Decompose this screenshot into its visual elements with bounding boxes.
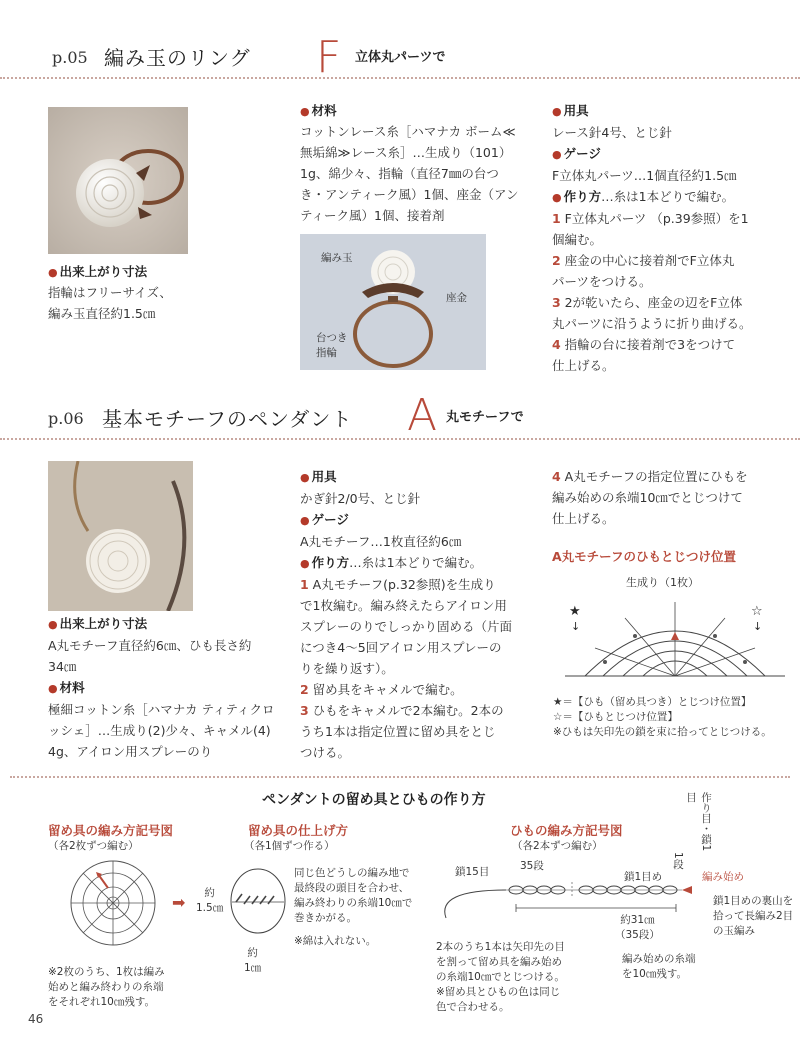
section2-middle-column	[300, 466, 540, 763]
legend-line: ★＝【ひも（留め具つき）とじつけ位置】	[553, 696, 752, 708]
photo-label-ring-1: 台つき	[316, 332, 348, 344]
legend-line: ※ひもは矢印先の鎖を束に拾ってとじつける。	[553, 726, 772, 738]
step-4	[552, 334, 782, 376]
section2-page-ref: p.06	[48, 409, 84, 428]
bullet-icon: ●	[300, 557, 310, 570]
section1-rule	[0, 77, 800, 79]
star-filled-icon: ★	[569, 604, 581, 619]
tools-heading	[300, 466, 540, 488]
pick-line: の玉編み	[713, 925, 755, 937]
dim-label: 約	[247, 947, 258, 959]
section1-size-heading	[48, 261, 147, 283]
size-line: 指輪はフリーサイズ、	[48, 285, 172, 300]
note-line: を割って留め具を編み始め	[436, 956, 562, 968]
tools-heading-label: 用具	[311, 469, 337, 484]
step-line: うち1本は指定位置に留め具をとじ	[300, 724, 496, 739]
method-note: …糸は1本どりで編む。	[349, 555, 483, 570]
cord-start: 編み始め	[702, 871, 744, 883]
section1-letter: F	[316, 32, 342, 83]
tools-heading	[552, 100, 782, 122]
arrow-down-icon: ↓	[753, 620, 763, 633]
bullet-icon: ●	[300, 471, 310, 484]
step-line: F立体丸パーツ （p.39参照）を1	[560, 211, 749, 226]
tail-line: 編み始めの糸端	[622, 953, 696, 965]
step-2	[300, 679, 540, 700]
tools-heading-label: 用具	[563, 103, 589, 118]
note-line: 同じ色どうしの編み地で	[294, 867, 410, 879]
photo-label-base: 座金	[446, 292, 467, 304]
attach-position-sub: 生成り（1枚）	[626, 576, 699, 589]
cord-chain15: 鎖15目	[455, 866, 490, 878]
section2-letter: A	[407, 390, 438, 441]
bullet-icon: ●	[300, 105, 310, 118]
attach-position-title: A丸モチーフのひもとじつけ位置	[552, 549, 737, 564]
bullet-icon: ●	[48, 618, 58, 631]
step-line: A丸モチーフ(p.32参照)を生成り	[308, 577, 496, 592]
section1-materials-heading	[300, 100, 337, 122]
step-2	[552, 250, 782, 292]
section2-step-4	[552, 466, 787, 529]
step-1	[552, 208, 782, 250]
gauge-heading-label: ゲージ	[563, 146, 601, 161]
clasp-chart	[68, 858, 158, 948]
size-heading-label: 出来上がり寸法	[59, 616, 148, 631]
note-line: 2本のうち1本は矢印先の目	[436, 941, 565, 953]
pick-line: 鎖1目めの裏山を	[713, 895, 794, 907]
step-3	[300, 700, 540, 763]
section2-left-column	[48, 613, 288, 762]
step-line: につき4～5回アイロン用スプレーの	[300, 640, 502, 655]
materials-heading-label: 材料	[311, 103, 337, 118]
step-line: A丸モチーフの指定位置にひもを	[560, 469, 748, 484]
section2-part-label: 丸モチーフで	[446, 410, 524, 425]
step-number: 3	[552, 295, 561, 310]
tools-line: かぎ針2/0号、とじ針	[300, 491, 421, 506]
step-line: 留め具をキャメルで編む。	[308, 682, 463, 697]
cord-side-label: 作り目・鎖1目	[685, 792, 712, 852]
finish-dim-h	[244, 946, 261, 976]
note-line: ※2枚のうち、1枚は編み	[48, 966, 165, 978]
materials-line: ティーク風）1個、接着剤	[300, 208, 445, 223]
method-heading	[300, 552, 540, 574]
photo-label-ball: 編み玉	[321, 252, 353, 264]
star-outline-icon: ☆	[751, 604, 763, 619]
materials-heading-label: 材料	[59, 680, 85, 695]
cord-note	[436, 940, 606, 1015]
gauge-line: F立体丸パーツ…1個直径約1.5㎝	[552, 168, 737, 183]
bullet-icon: ●	[300, 514, 310, 527]
note-line: 最終段の頭目を合わせ、	[294, 882, 410, 894]
section2-rule	[0, 438, 800, 440]
materials-line: き・アンティーク風）1個、座金（アン	[300, 187, 519, 202]
tail-line: を10㎝残す。	[622, 968, 688, 980]
attach-legend	[553, 695, 793, 740]
section1-size-text	[48, 282, 172, 324]
finish-title: 留め具の仕上げ方	[248, 823, 349, 838]
pick-line: 拾って長編み2目	[713, 910, 794, 922]
materials-line: ッシェ］…生成り(2)少々、キャメル(4)	[48, 723, 271, 738]
cord-chart-title: ひもの編み方記号図	[510, 823, 623, 838]
section1-materials-text	[300, 121, 540, 226]
bullet-icon: ●	[552, 148, 562, 161]
attach-marker-icon	[671, 632, 679, 640]
step-number: 4	[552, 469, 561, 484]
note-line: 編み終わりの糸端10㎝で	[294, 897, 413, 909]
note-line: をそれぞれ10㎝残す。	[48, 996, 156, 1008]
finish-diagram	[228, 866, 288, 936]
section1-page-ref: p.05	[52, 48, 88, 67]
section1-right-column	[552, 100, 782, 376]
dim-label: 約	[204, 887, 215, 899]
gauge-heading-label: ゲージ	[311, 512, 349, 527]
step-line: 仕上げる。	[552, 511, 615, 526]
step-line: 編み始めの糸端10㎝でとじつけて	[552, 490, 743, 505]
clasp-chart-sub: （各2枚ずつ編む）	[48, 840, 139, 852]
finish-dim-v	[196, 886, 223, 916]
clasp-chart-title: 留め具の編み方記号図	[48, 823, 174, 838]
arrow-down-icon: ↓	[571, 620, 581, 633]
step-line: スプレーのりでしっかり固める（片面	[300, 619, 513, 634]
method-heading	[552, 186, 782, 208]
dim-value: 1㎝	[244, 962, 262, 974]
materials-line: 無垢綿≫レース糸］…生成り（101）	[300, 145, 512, 160]
cord-row35: 35段	[520, 860, 544, 872]
gauge-heading	[300, 509, 540, 531]
size-heading-label: 出来上がり寸法	[59, 264, 148, 279]
step-number: 3	[300, 703, 309, 718]
size-line: A丸モチーフ直径約6㎝、ひも長さ約	[48, 638, 252, 653]
step-line: 座金の中心に接着剤でF立体丸	[560, 253, 735, 268]
step-number: 1	[300, 577, 309, 592]
legend-line: ☆＝【ひもとじつけ位置】	[553, 711, 678, 723]
clasp-note	[48, 965, 165, 1010]
step-line: 個編む。	[552, 232, 603, 247]
materials-heading	[48, 677, 288, 699]
cord-length-rows: （35段）	[615, 929, 660, 941]
tools-line: レース針4号、とじ針	[552, 125, 672, 140]
gauge-line: A丸モチーフ…1枚直径約6㎝	[300, 534, 462, 549]
ring-photo	[48, 107, 188, 254]
bullet-icon: ●	[48, 682, 58, 695]
gauge-heading	[552, 143, 782, 165]
size-line: 34㎝	[48, 659, 77, 674]
section3-title: ペンダントの留め具とひもの作り方	[262, 792, 486, 808]
step-number: 1	[552, 211, 561, 226]
finish-sub: （各1個ずつ作る）	[244, 840, 335, 852]
step-line: 指輪の台に接着剤で3をつけて	[560, 337, 736, 352]
step-line: 丸パーツに沿うように折り曲げる。	[552, 316, 752, 331]
section1-title: 編み玉のリング	[104, 46, 251, 70]
note-line: の糸端10㎝でとじつける。	[436, 971, 565, 983]
materials-line: コットンレース糸［ハマナカ ボーム≪	[300, 124, 516, 139]
step-3	[552, 292, 782, 334]
size-line: 編み玉直径約1.5㎝	[48, 306, 156, 321]
cord-chain1: 鎖1目め	[624, 871, 663, 883]
page-number: 46	[28, 1012, 44, 1026]
note-line: 色で合わせる。	[436, 1001, 510, 1013]
bullet-icon: ●	[552, 105, 562, 118]
step-number: 2	[552, 253, 561, 268]
step-line: 2が乾いたら、座金の辺をF立体	[560, 295, 743, 310]
size-heading	[48, 613, 288, 635]
step-line: ひもをキャメルで2本編む。2本の	[308, 703, 504, 718]
materials-line: 極細コットン糸［ハマナカ ティティクロ	[48, 702, 275, 717]
section2-title: 基本モチーフのペンダント	[102, 407, 353, 431]
cord-tail-note	[622, 952, 696, 982]
finish-note	[294, 866, 424, 949]
cord-length-value: 約31㎝	[620, 914, 655, 926]
section3-rule	[10, 776, 790, 778]
photo-label-ring-2: 指輪	[316, 347, 337, 359]
arrow-right-icon: ➡	[172, 893, 186, 912]
step-number: 4	[552, 337, 561, 352]
step-line: つける。	[300, 745, 351, 760]
note-line: ※綿は入れない。	[294, 935, 377, 947]
method-heading-label: 作り方	[311, 555, 350, 570]
method-heading-label: 作り方	[563, 189, 602, 204]
method-note: …糸は1本どりで編む。	[601, 189, 735, 204]
step-number: 2	[300, 682, 309, 697]
cord-length	[615, 913, 660, 943]
note-line: 巻きかがる。	[294, 912, 357, 924]
cord-row1-label: 1段	[672, 852, 684, 870]
cord-chart-sub: （各2本ずつ編む）	[512, 840, 603, 852]
cord-pick-note	[713, 894, 793, 939]
step-1	[300, 574, 540, 679]
step-line: で1枚編む。編み終えたらアイロン用	[300, 598, 507, 613]
step-line: 仕上げる。	[552, 358, 615, 373]
motif-chart	[565, 592, 785, 688]
note-line: ※留め具とひもの色は同じ	[436, 986, 561, 998]
section1-part-label: 立体丸パーツで	[355, 50, 446, 65]
pendant-photo	[48, 461, 193, 611]
note-line: 始めと編み終わりの糸端	[48, 981, 164, 993]
bullet-icon: ●	[552, 191, 562, 204]
step-line: パーツをつける。	[552, 274, 652, 289]
step-line: りを繰り返す）。	[300, 661, 394, 676]
bullet-icon: ●	[48, 266, 58, 279]
dim-value: 1.5㎝	[196, 902, 224, 914]
materials-line: 1g、綿少々、指輪（直径7㎜の台つ	[300, 166, 499, 181]
materials-line: 4g、アイロン用スプレーのり	[48, 744, 213, 759]
